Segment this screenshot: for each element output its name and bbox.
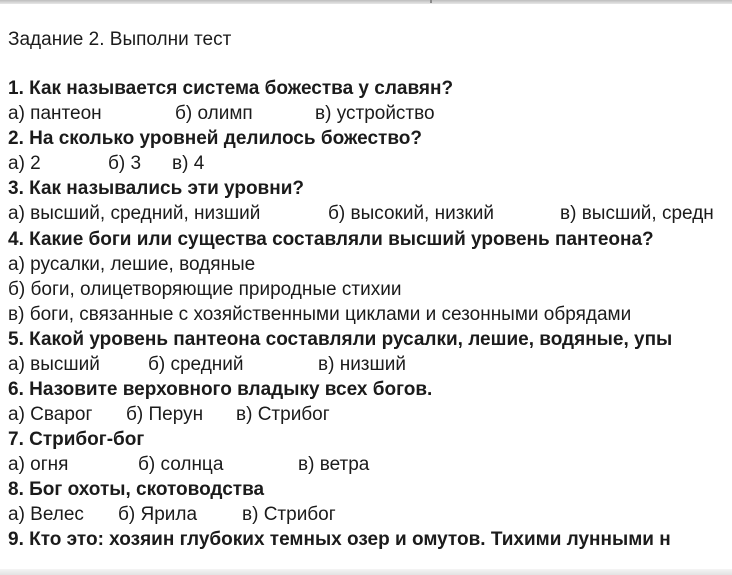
q2-option-b: б) 3 [108, 153, 142, 174]
q8-option-c: в) Стрибог [242, 504, 336, 525]
q1-option-c: в) устройство [315, 103, 435, 124]
top-edge-rule [0, 0, 732, 4]
question-5: 5. Какой уровень пантеона составляли русалки, лешие, водяные, упы [8, 329, 673, 350]
question-1: 1. Как называется система божества у славян? [8, 78, 454, 99]
q2-option-c: в) 4 [172, 153, 205, 174]
q3-option-b: б) высокий, низкий [328, 203, 494, 224]
q4-option-a: а) русалки, лешие, водяные [8, 254, 256, 275]
question-4: 4. Какие боги или существа составляли высший уровень пантеона? [8, 229, 654, 250]
task-title: Задание 2. Выполни тест [8, 29, 232, 50]
q1-option-b: б) олимп [175, 103, 253, 124]
question-6: 6. Назовите верховного владыку всех богов. [8, 379, 433, 400]
q7-option-a: а) огня [8, 454, 69, 475]
top-edge-mark [430, 0, 432, 3]
q5-option-a: а) высший [8, 354, 100, 375]
question-8: 8. Бог охоты, скотоводства [8, 479, 265, 500]
q2-option-a: а) 2 [8, 153, 41, 174]
q6-option-a: а) Сварог [8, 404, 93, 425]
q4-option-b: б) боги, олицетворяющие природные стихии [8, 279, 402, 300]
q4-option-c: в) боги, связанные с хозяйственными циклами и сезонными обрядами [8, 304, 632, 325]
q3-option-a: а) высший, средний, низший [8, 203, 261, 224]
q1-option-a: а) пантеон [8, 103, 102, 124]
q5-option-c: в) низший [318, 354, 406, 375]
q8-option-a: а) Велес [8, 504, 84, 525]
q8-option-b: б) Ярила [118, 504, 198, 525]
question-2: 2. На сколько уровней делилось божество? [8, 128, 422, 149]
bottom-edge-strip [0, 569, 732, 575]
q6-option-c: в) Стрибог [236, 404, 330, 425]
q5-option-b: б) средний [148, 354, 244, 375]
q7-option-b: б) солнца [138, 454, 224, 475]
question-9: 9. Кто это: хозяин глубоких темных озер и омутов. Тихими лунными н [8, 529, 671, 550]
q3-option-c: в) высший, средн [560, 203, 714, 224]
q7-option-c: в) ветра [298, 454, 370, 475]
q6-option-b: б) Перун [126, 404, 204, 425]
question-3: 3. Как назывались эти уровни? [8, 178, 305, 199]
question-7: 7. Стрибог-бог [8, 429, 145, 450]
